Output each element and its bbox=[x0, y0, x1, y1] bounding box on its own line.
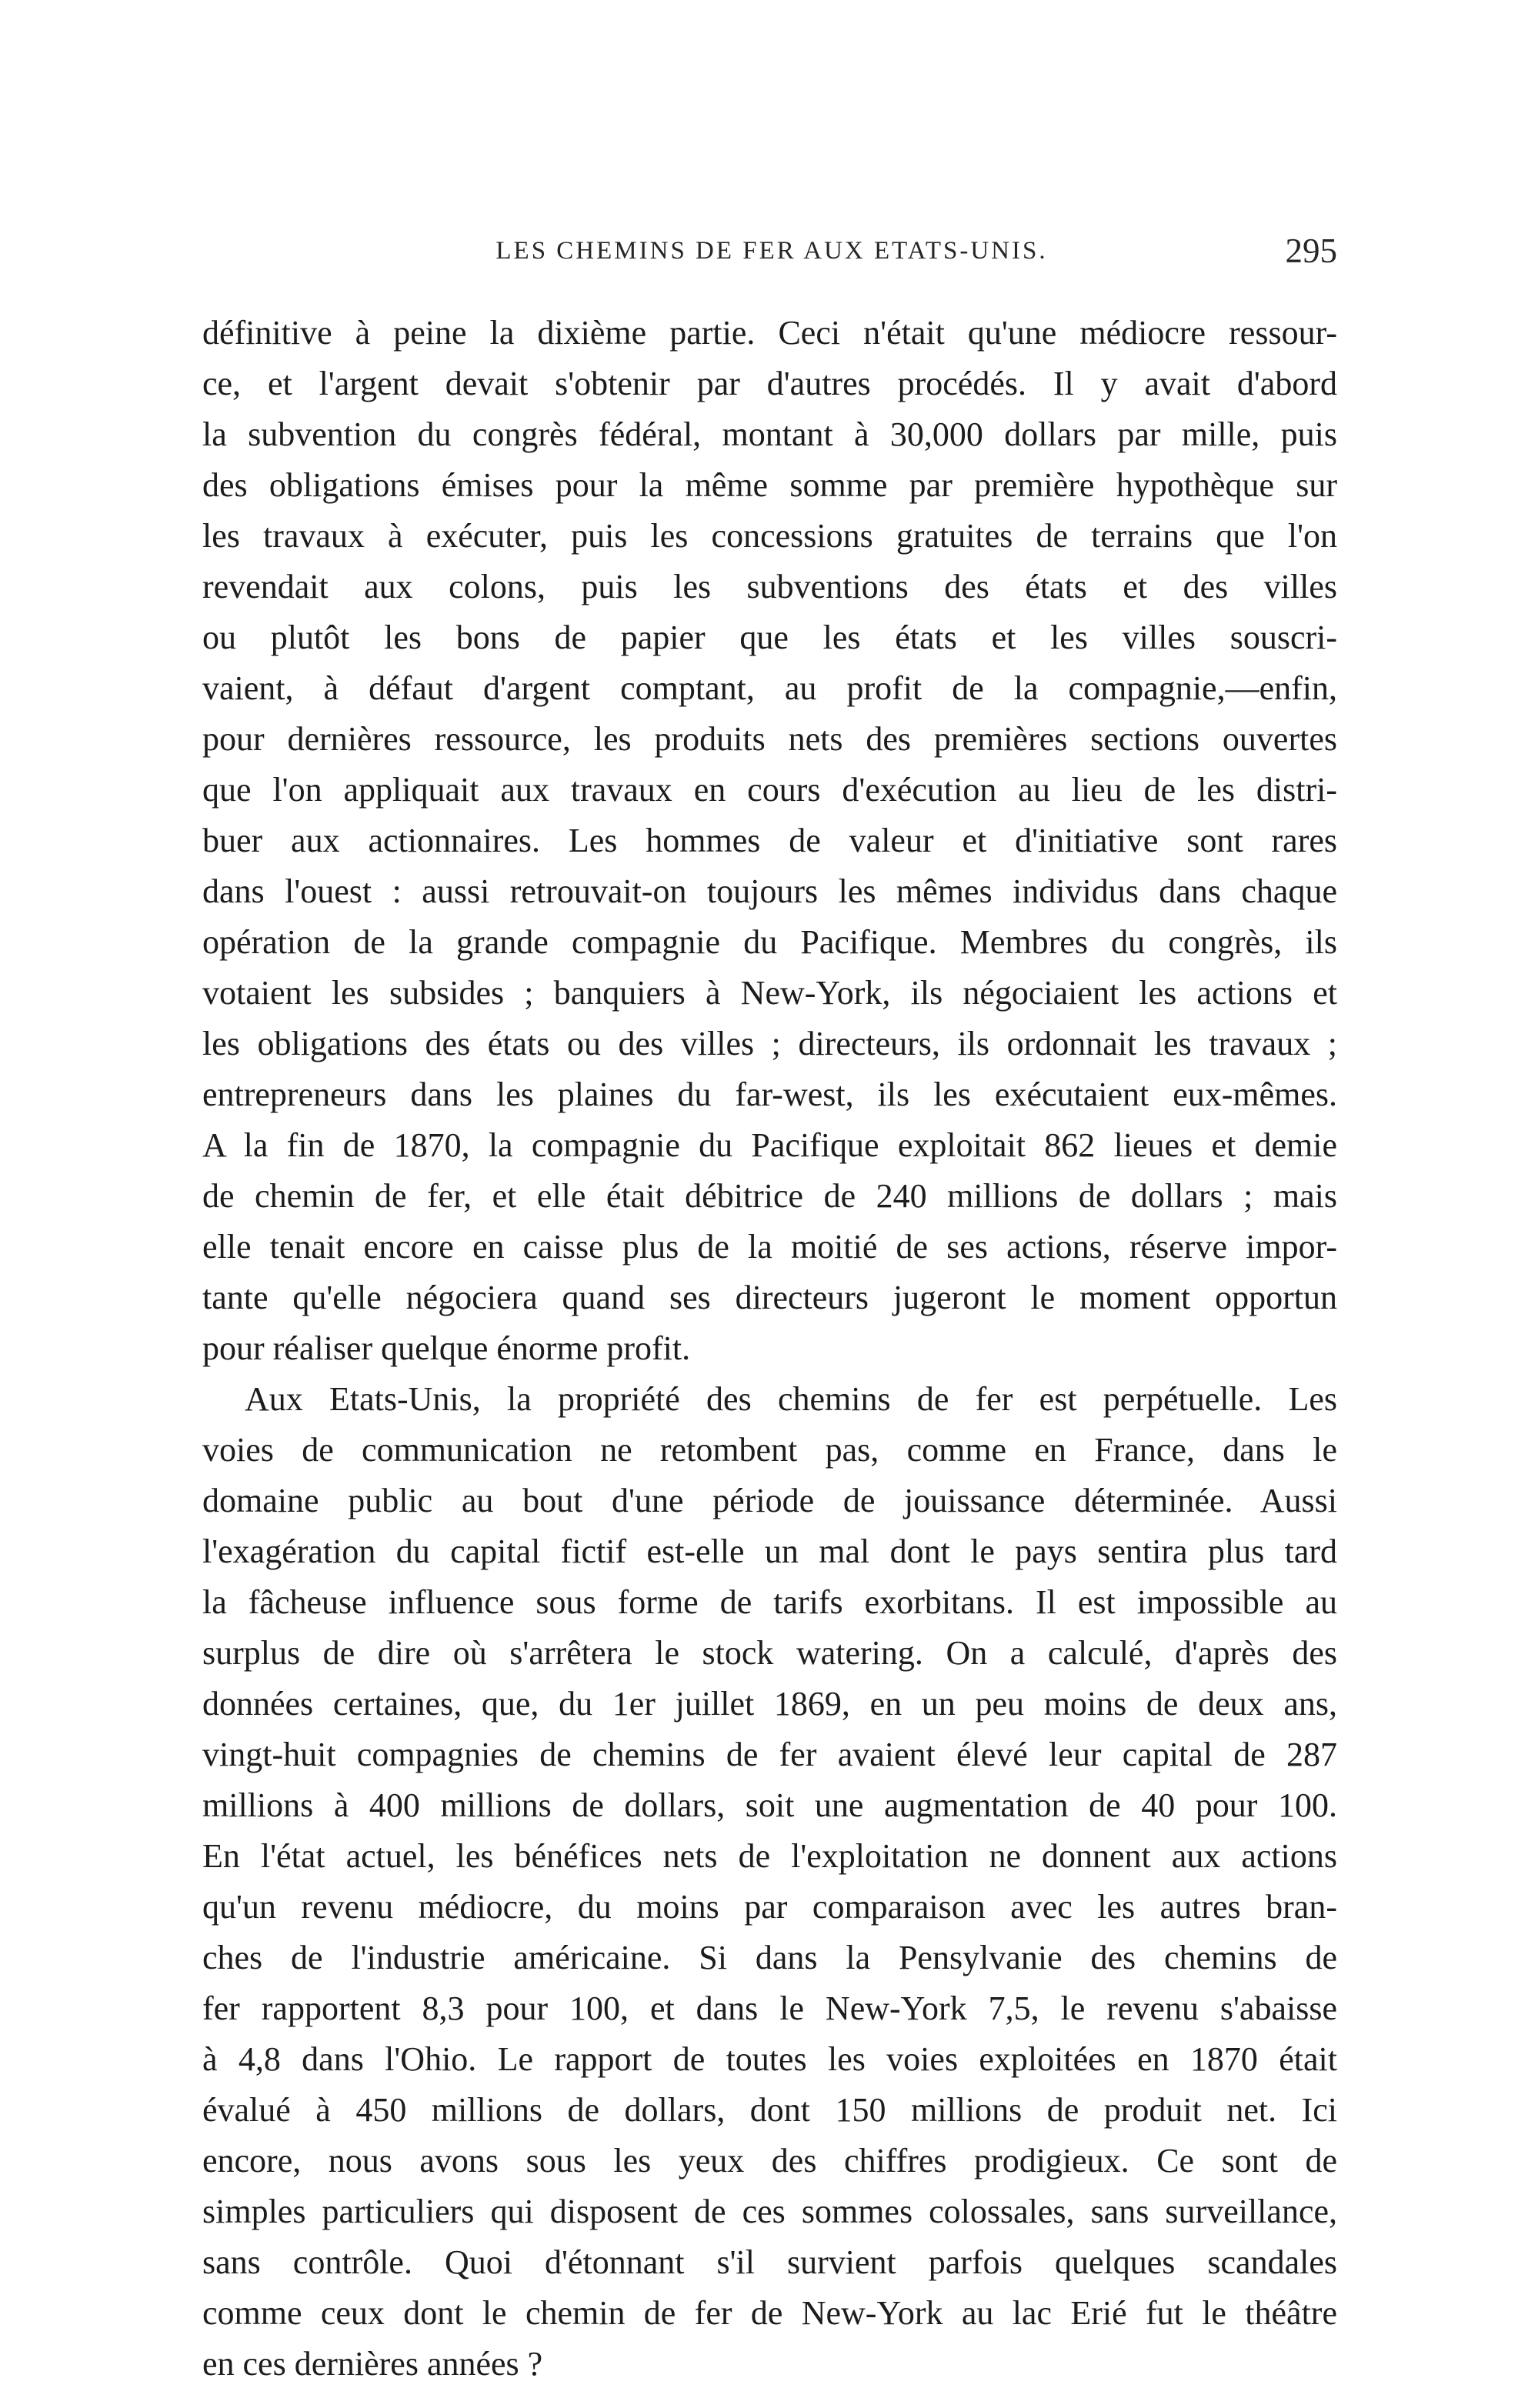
text-line: l'exagération du capital fictif est-elle un mal dont le pays sentira plus tard bbox=[202, 1533, 1337, 1570]
text-line: simples particuliers qui disposent de ces sommes colossales, sans surveillance, bbox=[202, 2193, 1337, 2230]
text-line: revendait aux colons, puis les subventions des états et des villes bbox=[202, 568, 1337, 605]
body-text bbox=[202, 308, 1337, 2390]
text-line: A la fin de 1870, la compagnie du Pacifique exploitait 862 lieues et demie bbox=[202, 1126, 1337, 1164]
text-line: opération de la grande compagnie du Pacifique. Membres du congrès, ils bbox=[202, 923, 1337, 961]
text-line: domaine public au bout d'une période de jouissance déterminée. Aussi bbox=[202, 1482, 1337, 1519]
paragraph-end-line: en ces dernières années ? bbox=[202, 2345, 543, 2383]
text-line: pour dernières ressource, les produits nets des premières sections ouvertes bbox=[202, 720, 1337, 758]
text-line: ou plutôt les bons de papier que les états et les villes souscri- bbox=[202, 619, 1337, 656]
text-line: les obligations des états ou des villes ; directeurs, ils ordonnait les travaux ; bbox=[202, 1025, 1337, 1062]
text-line: ches de l'industrie américaine. Si dans la Pensylvanie des chemins de bbox=[202, 1939, 1337, 1976]
text-line: entrepreneurs dans les plaines du far-west, ils les exécutaient eux-mêmes. bbox=[202, 1076, 1337, 1113]
text-line: que l'on appliquait aux travaux en cours d'exécution au lieu de les distri- bbox=[202, 771, 1337, 809]
text-line: fer rapportent 8,3 pour 100, et dans le New-York 7,5, le revenu s'abaisse bbox=[202, 1989, 1337, 2027]
text-line: des obligations émises pour la même somme par première hypothèque sur bbox=[202, 466, 1337, 504]
text-line: la fâcheuse influence sous forme de tarifs exorbitans. Il est impossible au bbox=[202, 1583, 1337, 1621]
text-line: elle tenait encore en caisse plus de la moitié de ses actions, réserve impor- bbox=[202, 1228, 1337, 1266]
text-line: dans l'ouest : aussi retrouvait-on toujours les mêmes individus dans chaque bbox=[202, 872, 1337, 910]
text-line: millions à 400 millions de dollars, soit une augmentation de 40 pour 100. bbox=[202, 1786, 1337, 1824]
text-line: tante qu'elle négociera quand ses directeurs jugeront le moment opportun bbox=[202, 1279, 1337, 1316]
text-line: vingt-huit compagnies de chemins de fer avaient élevé leur capital de 287 bbox=[202, 1736, 1337, 1773]
text-line: données certaines, que, du 1er juillet 1869, en un peu moins de deux ans, bbox=[202, 1685, 1337, 1723]
text-line: qu'un revenu médiocre, du moins par comparaison avec les autres bran- bbox=[202, 1888, 1337, 1926]
paragraph-start-line: Aux Etats-Unis, la propriété des chemins de fer est perpétuelle. Les bbox=[245, 1380, 1337, 1418]
text-line: évalué à 450 millions de dollars, dont 150 millions de produit net. Ici bbox=[202, 2091, 1337, 2129]
running-title: LES CHEMINS DE FER AUX ETATS-UNIS. bbox=[495, 237, 1048, 265]
text-line: ce, et l'argent devait s'obtenir par d'autres procédés. Il y avait d'abord bbox=[202, 365, 1337, 402]
text-line: à 4,8 dans l'Ohio. Le rapport de toutes les voies exploitées en 1870 était bbox=[202, 2040, 1337, 2078]
text-line: les travaux à exécuter, puis les concessions gratuites de terrains que l'on bbox=[202, 517, 1337, 555]
text-line: définitive à peine la dixième partie. Ceci n'était qu'une médiocre ressour- bbox=[202, 314, 1337, 352]
text-line: vaient, à défaut d'argent comptant, au profit de la compagnie,—enfin, bbox=[202, 669, 1337, 707]
running-head bbox=[206, 231, 1337, 277]
text-line: surplus de dire où s'arrêtera le stock watering. On a calculé, d'après des bbox=[202, 1634, 1337, 1672]
text-line: encore, nous avons sous les yeux des chiffres prodigieux. Ce sont de bbox=[202, 2142, 1337, 2180]
paragraph-end-line: pour réaliser quelque énorme profit. bbox=[202, 1329, 691, 1367]
text-line: sans contrôle. Quoi d'étonnant s'il survient parfois quelques scandales bbox=[202, 2243, 1337, 2281]
text-line: de chemin de fer, et elle était débitrice de 240 millions de dollars ; mais bbox=[202, 1177, 1337, 1215]
text-line: comme ceux dont le chemin de fer de New-York au lac Erié fut le théâtre bbox=[202, 2294, 1337, 2332]
text-line: voies de communication ne retombent pas, comme en France, dans le bbox=[202, 1431, 1337, 1469]
text-line: votaient les subsides ; banquiers à New-York, ils négociaient les actions et bbox=[202, 974, 1337, 1012]
text-line: En l'état actuel, les bénéfices nets de l'exploitation ne donnent aux actions bbox=[202, 1837, 1337, 1875]
text-line: la subvention du congrès fédéral, montant à 30,000 dollars par mille, puis bbox=[202, 415, 1337, 453]
page-number: 295 bbox=[1285, 232, 1337, 270]
text-line: buer aux actionnaires. Les hommes de valeur et d'initiative sont rares bbox=[202, 822, 1337, 859]
